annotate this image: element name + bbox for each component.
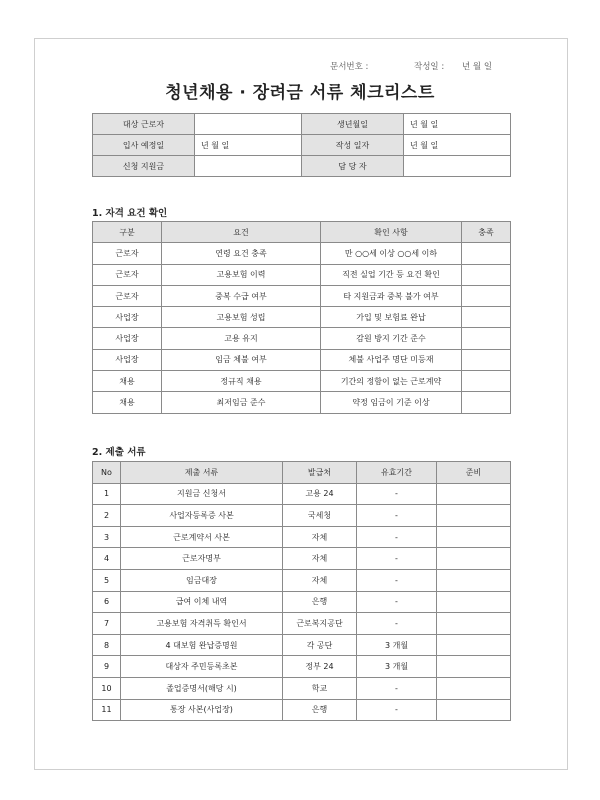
no-cell: 3: [93, 526, 121, 548]
written-date-label: 작성일 :: [414, 62, 445, 72]
col-header-requirement: 요건: [162, 222, 321, 243]
table-row: [93, 656, 511, 678]
requirement-cell: 중복 수급 여부: [162, 285, 321, 306]
validity-cell: 3 개월: [357, 656, 437, 678]
category-cell: 채용: [93, 392, 162, 413]
ready-checkbox-cell[interactable]: [437, 591, 511, 613]
table-row: [93, 114, 511, 135]
section-documents-title: 2. 제출 서류: [92, 447, 146, 458]
validity-cell: -: [357, 613, 437, 635]
requirement-cell: 임금 체불 여부: [162, 349, 321, 370]
ready-checkbox-cell[interactable]: [437, 677, 511, 699]
check-item-cell: 가입 및 보험료 완납: [321, 307, 462, 328]
check-item-cell: 기간의 정함이 없는 근로계약: [321, 371, 462, 392]
birth-label: 생년월일: [302, 114, 404, 135]
issuer-cell: 자체: [283, 569, 357, 591]
validity-cell: -: [357, 699, 437, 721]
document-cell: 지원금 신청서: [121, 483, 283, 505]
ready-checkbox-cell[interactable]: [437, 634, 511, 656]
no-cell: 4: [93, 548, 121, 570]
table-row: [93, 285, 511, 306]
table-row: [93, 699, 511, 721]
category-cell: 사업장: [93, 328, 162, 349]
table-row: [93, 677, 511, 699]
table-row: [93, 483, 511, 505]
hire-date-label: 입사 예정일: [93, 135, 195, 156]
col-header-check-item: 확인 사항: [321, 222, 462, 243]
document-cell: 4 대보험 완납증명원: [121, 634, 283, 656]
col-header-no: No: [93, 462, 121, 484]
ready-checkbox-cell[interactable]: [437, 613, 511, 635]
no-cell: 9: [93, 656, 121, 678]
issuer-cell: 국세청: [283, 505, 357, 527]
table-row: [93, 328, 511, 349]
table-row: [93, 569, 511, 591]
table-row: [93, 634, 511, 656]
check-item-cell: 직전 실업 기간 등 요건 확인: [321, 264, 462, 285]
table-row: [93, 548, 511, 570]
document-cell: 졸업증명서(해당 시): [121, 677, 283, 699]
validity-cell: -: [357, 548, 437, 570]
validity-cell: 3 개월: [357, 634, 437, 656]
document-cell: 고용보험 자격취득 확인서: [121, 613, 283, 635]
table-row: [93, 349, 511, 370]
no-cell: 7: [93, 613, 121, 635]
subsidy-label: 신청 지원금: [93, 156, 195, 177]
check-item-cell: 타 지원금과 중복 불가 여부: [321, 285, 462, 306]
table-row: [93, 613, 511, 635]
ready-checkbox-cell[interactable]: [437, 699, 511, 721]
ready-checkbox-cell[interactable]: [437, 526, 511, 548]
category-cell: 근로자: [93, 243, 162, 264]
met-checkbox-cell[interactable]: [462, 392, 511, 413]
worker-label: 대상 근로자: [93, 114, 195, 135]
col-header-issuer: 발급처: [283, 462, 357, 484]
requirement-cell: 연령 요건 충족: [162, 243, 321, 264]
validity-cell: -: [357, 526, 437, 548]
issuer-cell: 자체: [283, 548, 357, 570]
requirement-cell: 고용 유지: [162, 328, 321, 349]
issuer-cell: 은행: [283, 699, 357, 721]
document-cell: 근로자명부: [121, 548, 283, 570]
met-checkbox-cell[interactable]: [462, 285, 511, 306]
no-cell: 2: [93, 505, 121, 527]
requirement-cell: 고용보험 성립: [162, 307, 321, 328]
met-checkbox-cell[interactable]: [462, 328, 511, 349]
no-cell: 10: [93, 677, 121, 699]
category-cell: 근로자: [93, 285, 162, 306]
no-cell: 8: [93, 634, 121, 656]
category-cell: 근로자: [93, 264, 162, 285]
category-cell: 사업장: [93, 349, 162, 370]
validity-cell: -: [357, 591, 437, 613]
documents-table: [92, 461, 511, 721]
requirement-cell: 고용보험 이력: [162, 264, 321, 285]
worker-field[interactable]: [195, 114, 302, 135]
document-cell: 통장 사본(사업장): [121, 699, 283, 721]
table-row: [93, 156, 511, 177]
no-cell: 11: [93, 699, 121, 721]
table-header-row: [93, 462, 511, 484]
section-eligibility-title: 1. 자격 요건 확인: [92, 208, 168, 219]
check-item-cell: 감원 방지 기간 준수: [321, 328, 462, 349]
issuer-cell: 정부 24: [283, 656, 357, 678]
table-row: [93, 505, 511, 527]
requirement-cell: 최저임금 준수: [162, 392, 321, 413]
document-cell: 근로계약서 사본: [121, 526, 283, 548]
table-row: [93, 243, 511, 264]
no-cell: 6: [93, 591, 121, 613]
manager-field[interactable]: [404, 156, 511, 177]
validity-cell: -: [357, 677, 437, 699]
doc-number-label: 문서번호 :: [330, 62, 369, 72]
validity-cell: -: [357, 569, 437, 591]
ready-checkbox-cell[interactable]: [437, 548, 511, 570]
table-row: [93, 591, 511, 613]
document-cell: 급여 이체 내역: [121, 591, 283, 613]
met-checkbox-cell[interactable]: [462, 307, 511, 328]
written-date-field[interactable]: 년 월 일: [404, 135, 511, 156]
ready-checkbox-cell[interactable]: [437, 656, 511, 678]
written-date-label-cell: 작성 일자: [302, 135, 404, 156]
table-header-row: [93, 222, 511, 243]
category-cell: 채용: [93, 371, 162, 392]
eligibility-table: [92, 221, 511, 414]
col-header-category: 구분: [93, 222, 162, 243]
col-header-validity: 유효기간: [357, 462, 437, 484]
birth-field[interactable]: 년 월 일: [404, 114, 511, 135]
validity-cell: -: [357, 505, 437, 527]
check-item-cell: 약정 임금이 기준 이상: [321, 392, 462, 413]
met-checkbox-cell[interactable]: [462, 243, 511, 264]
hire-date-field[interactable]: 년 월 일: [195, 135, 302, 156]
table-row: [93, 135, 511, 156]
written-date-value: 년 월 일: [462, 62, 493, 72]
document-cell: 임금대장: [121, 569, 283, 591]
ready-checkbox-cell[interactable]: [437, 483, 511, 505]
document-cell: 사업자등록증 사본: [121, 505, 283, 527]
manager-label: 담 당 자: [302, 156, 404, 177]
requirement-cell: 정규직 채용: [162, 371, 321, 392]
check-item-cell: 체불 사업주 명단 미등재: [321, 349, 462, 370]
col-header-document: 제출 서류: [121, 462, 283, 484]
col-header-met: 충족: [462, 222, 511, 243]
issuer-cell: 은행: [283, 591, 357, 613]
subsidy-field[interactable]: [195, 156, 302, 177]
met-checkbox-cell[interactable]: [462, 371, 511, 392]
table-row: [93, 307, 511, 328]
table-row: [93, 371, 511, 392]
no-cell: 5: [93, 569, 121, 591]
table-row: [93, 392, 511, 413]
issuer-cell: 각 공단: [283, 634, 357, 656]
ready-checkbox-cell[interactable]: [437, 569, 511, 591]
met-checkbox-cell[interactable]: [462, 349, 511, 370]
issuer-cell: 자체: [283, 526, 357, 548]
ready-checkbox-cell[interactable]: [437, 505, 511, 527]
check-item-cell: 만 ○○세 이상 ○○세 이하: [321, 243, 462, 264]
applicant-info-table: [92, 113, 511, 177]
document-cell: 대상자 주민등록초본: [121, 656, 283, 678]
no-cell: 1: [93, 483, 121, 505]
met-checkbox-cell[interactable]: [462, 264, 511, 285]
table-row: [93, 264, 511, 285]
issuer-cell: 학교: [283, 677, 357, 699]
page-title: 청년채용 · 장려금 서류 체크리스트: [165, 83, 435, 103]
table-row: [93, 526, 511, 548]
issuer-cell: 고용 24: [283, 483, 357, 505]
col-header-ready: 준비: [437, 462, 511, 484]
validity-cell: -: [357, 483, 437, 505]
category-cell: 사업장: [93, 307, 162, 328]
issuer-cell: 근로복지공단: [283, 613, 357, 635]
